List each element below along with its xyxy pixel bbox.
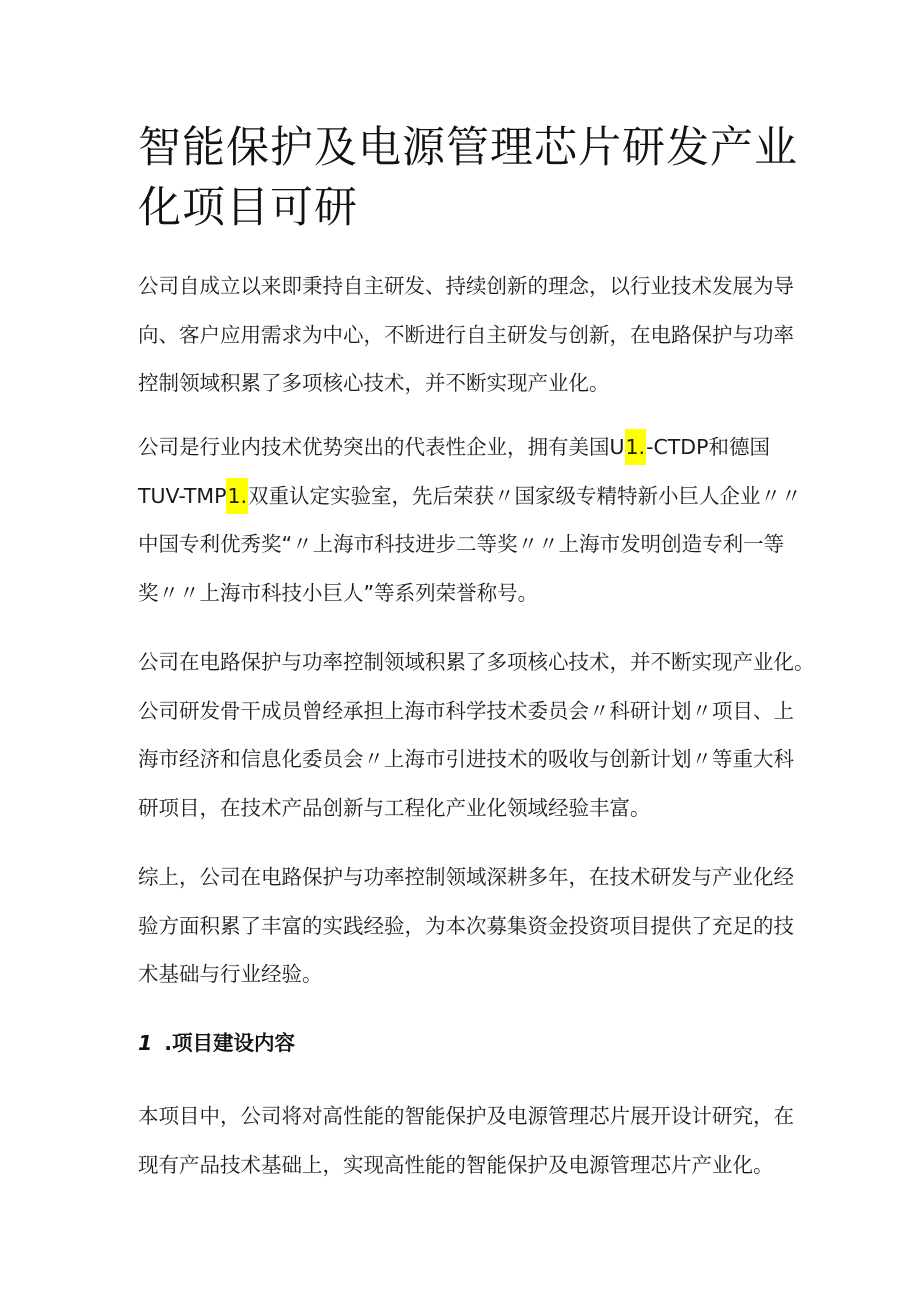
highlighted-text: 1. (226, 478, 248, 514)
paragraph-line: 公司在电路保护与功率控制领域积累了多项核心技术，并不断实现产业化。 (138, 650, 815, 674)
paragraph-line: 向、客户应用需求为中心，不断进行自主研发与创新，在电路保护与功率 (138, 322, 794, 347)
section-number: 1 (138, 1031, 153, 1055)
paragraph-line (138, 472, 802, 521)
paragraph-company-philosophy (138, 262, 798, 408)
paragraph-line: 综上，公司在电路保护与功率控制领域深耕多年，在技术研发与产业化经 (138, 865, 794, 889)
paragraph-line: 海市经济和信息化委员会〃上海市引进技术的吸收与创新计划〃等重大科 (138, 747, 794, 771)
paragraph-summary (138, 853, 798, 999)
highlighted-text: 1. (625, 429, 647, 465)
text-segment: TUV-TMP (138, 483, 227, 508)
section-label: .项目建设内容 (164, 1031, 296, 1055)
title-line: 化项目可研 (138, 183, 358, 233)
paragraph-line (138, 423, 798, 472)
paragraph-line: 公司研发骨干成员曾经承担上海市科学技术委员会〃科研计划〃项目、上 (138, 698, 794, 723)
paragraph-line: 术基础与行业经验。 (138, 962, 323, 986)
text-segment: 双重认定实验室，先后荣获〃国家级专精特新小巨人企业〃〃 (248, 483, 802, 508)
text-segment: -CTDP和德国 (646, 435, 770, 459)
text-segment: 公司是行业内技术优势突出的代表性企业，拥有美国U (138, 435, 625, 459)
paragraph-line: 中国专利优秀奖“〃上海市科技进步二等奖〃〃上海市发明创造专利一等 (138, 532, 785, 556)
section-heading (138, 1028, 295, 1058)
paragraph-company-honors (138, 423, 802, 617)
paragraph-line: 控制领域积累了多项核心技术，并不断实现产业化。 (138, 371, 610, 395)
title-line: 智能保护及电源管理芯片研发产业 (138, 123, 798, 173)
paragraph-line: 公司自成立以来即秉持自主研发、持续创新的理念，以行业技术发展为导 (138, 274, 794, 298)
paragraph-line: 研项目，在技术产品创新与工程化产业化领域经验丰富。 (138, 795, 651, 820)
paragraph-line: 验方面积累了丰富的实践经验，为本次募集资金投资项目提供了充足的技 (138, 913, 794, 938)
paragraph-research-projects (138, 638, 815, 832)
document-title (138, 118, 798, 238)
paragraph-project-content (138, 1092, 798, 1189)
paragraph-line: 现有产品技术基础上，实现高性能的智能保护及电源管理芯片产业化。 (138, 1152, 774, 1177)
paragraph-line: 本项目中，公司将对高性能的智能保护及电源管理芯片展开设计研究，在 (138, 1104, 794, 1128)
paragraph-line: 奖〃〃上海市科技小巨人”等系列荣誉称号。 (138, 580, 539, 605)
